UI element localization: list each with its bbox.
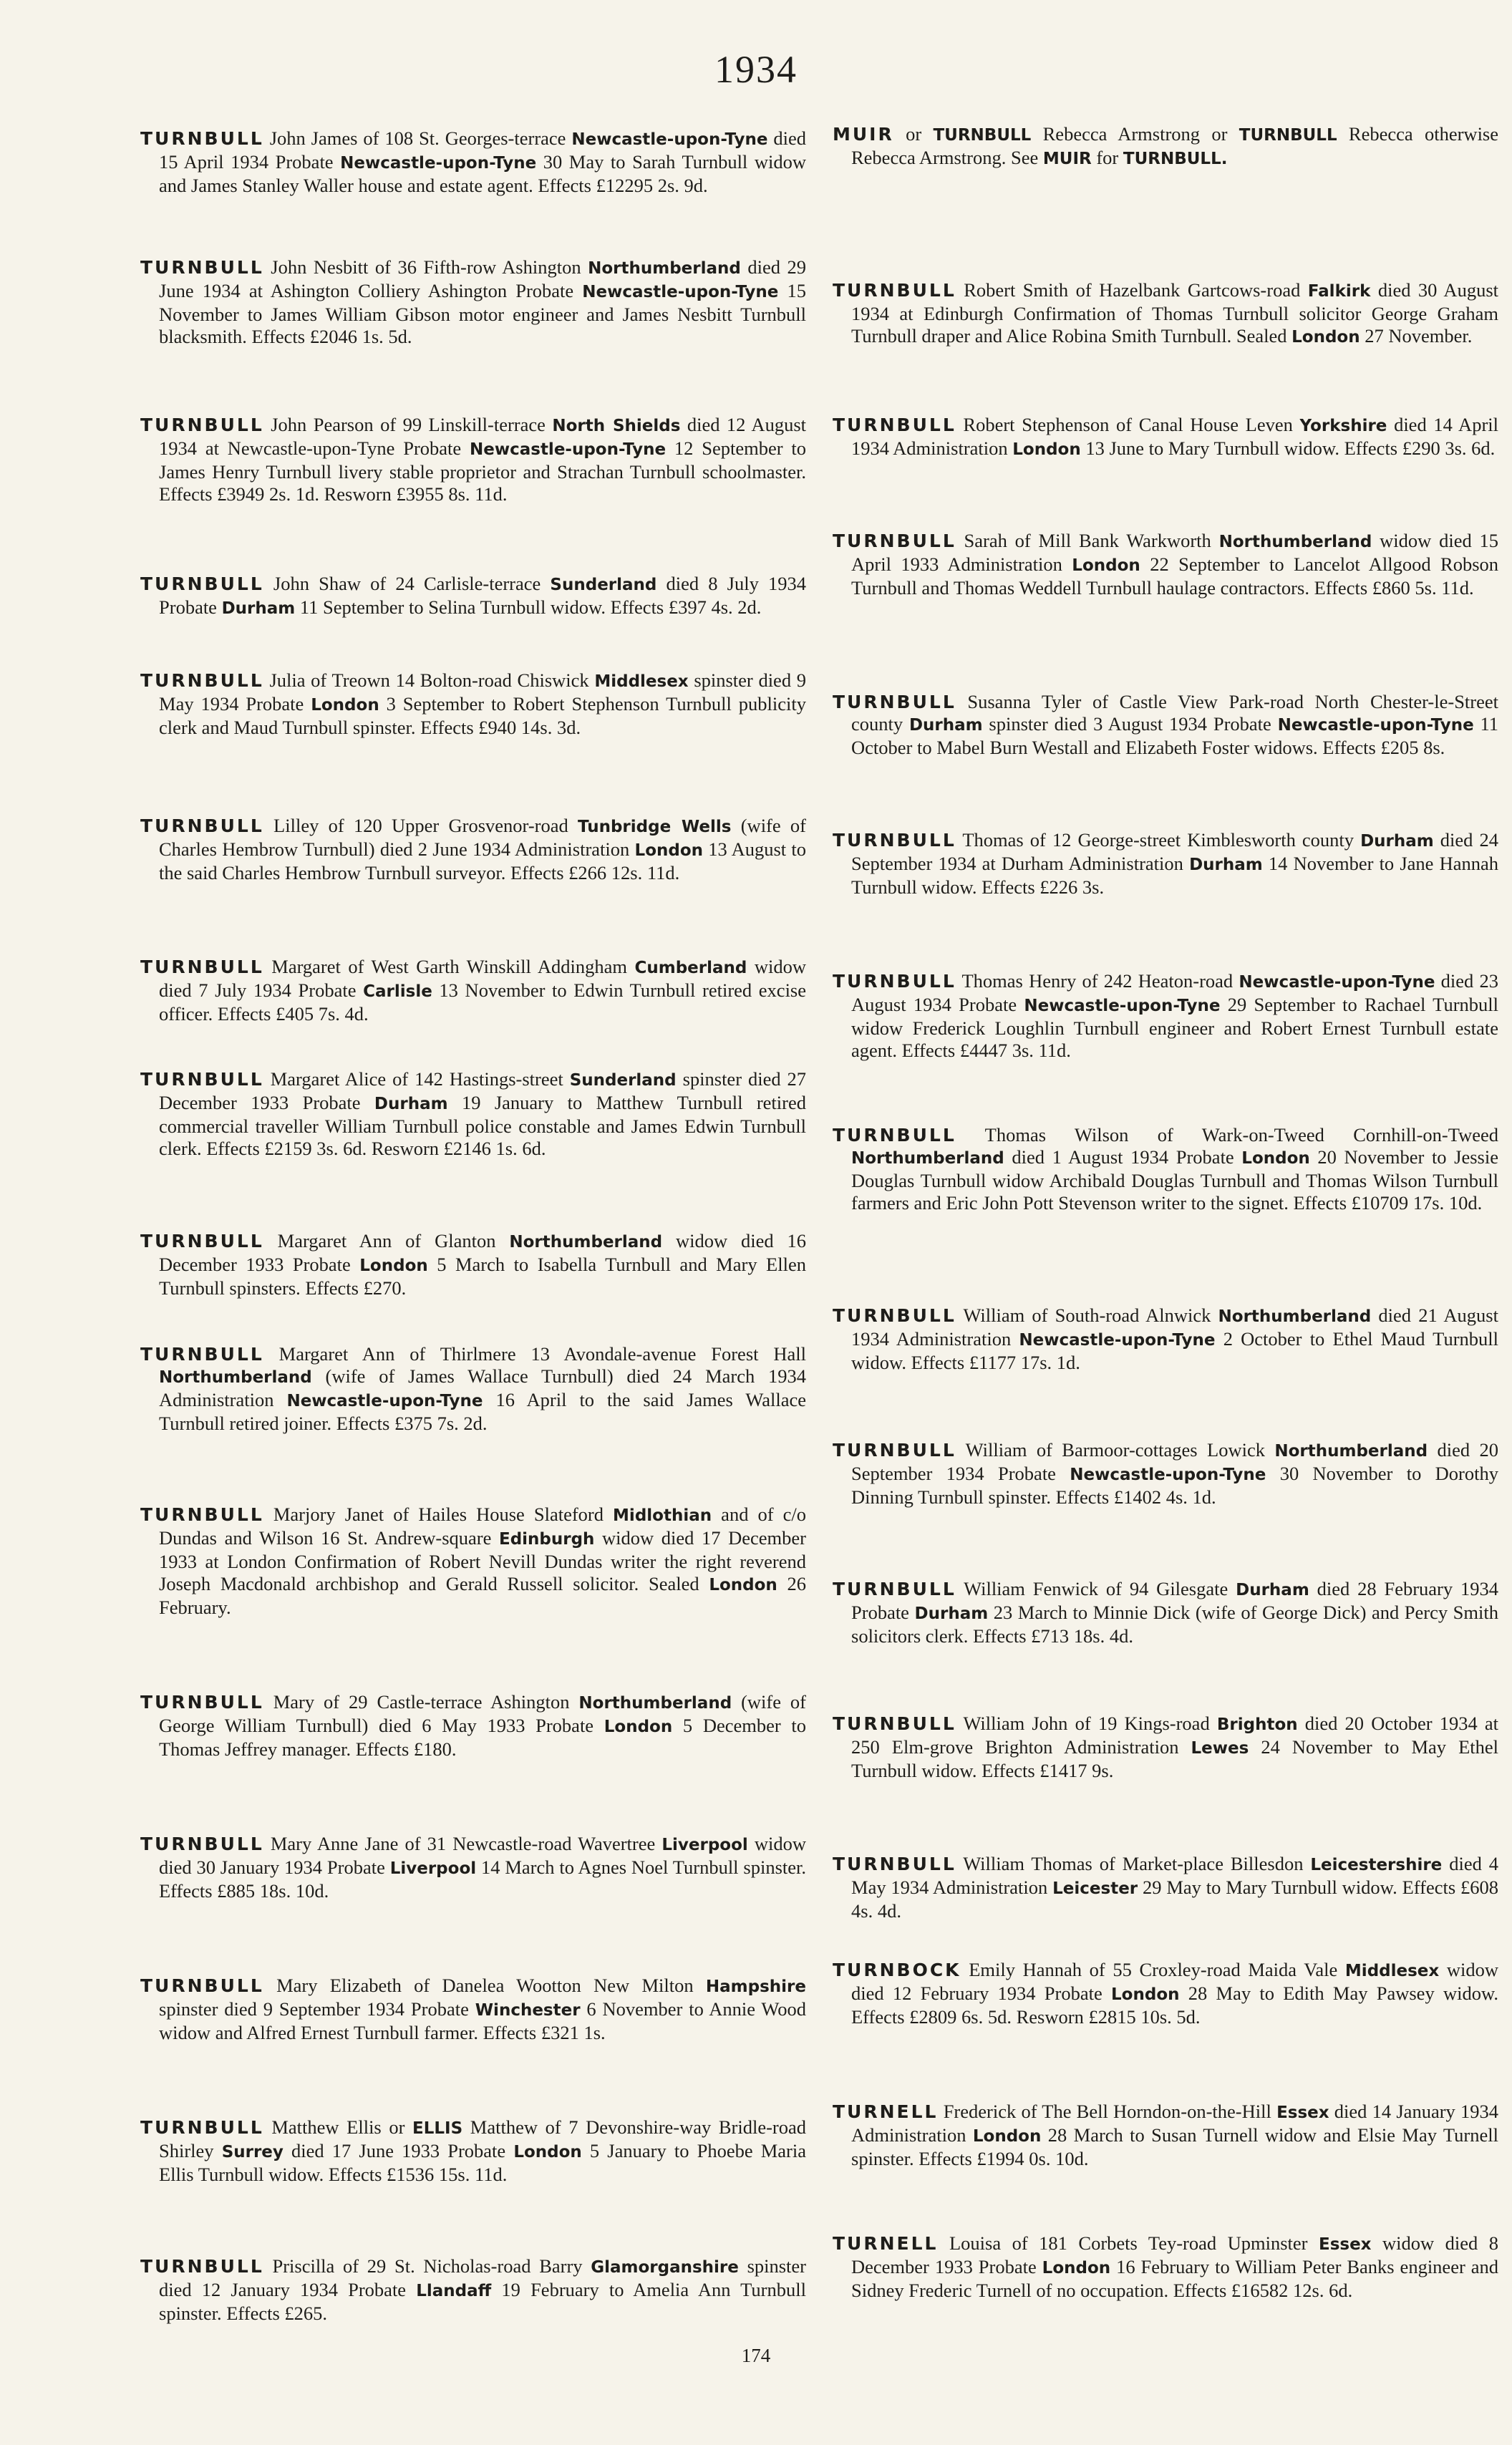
entry-place-name: Durham [374,1095,448,1113]
entry-text: died 30 August 1934 at Edinburgh Confirmation of Thomas Turnbull solicitor George Graham Turnbull draper and Alice Robina Smith Turnbull. Sealed [851,279,1498,347]
entry-text: 29 May to Mary Turnbull widow. Effects £608 4s. 4d. [851,1877,1498,1922]
register-entry [833,530,1498,599]
register-entry [833,2101,1498,2170]
register-entry [140,127,806,197]
entry-text: Mary Elizabeth of Danelea Wootton New Milton [276,1975,706,1996]
register-entry [833,279,1498,349]
entry-place-name: Northumberland [509,1233,663,1251]
entry-place-name: Brighton [1216,1715,1298,1734]
entry-place-name: Liverpool [389,1859,477,1878]
entry-text: Frederick of The Bell Horndon-on-the-Hill [943,2101,1277,2122]
entry-text: 6 November to Annie Wood widow and Alfred Ernest Turnbull farmer. Effects £321 1s. [159,1998,806,2043]
register-entry [140,815,806,884]
entry-surname: MUIR [833,124,894,145]
entry-text: widow died 7 July 1934 Probate [159,956,807,1001]
entry-place-name: London [513,2143,582,2161]
entry-surname: TURNBULL [140,957,264,977]
entry-place-name: Northumberland [578,1694,732,1713]
entry-place-name: London [709,1576,777,1594]
entry-place-name: Newcastle-upon-Tyne [340,154,537,173]
entry-place-name: Essex [1276,2103,1329,2122]
entry-place-name: Northumberland [1274,1442,1428,1461]
entry-text: 14 November to Jane Hannah Turnbull widow. Effects £226 3s. [851,853,1498,898]
register-entry [833,1124,1498,1214]
entry-place-name: Hampshire [705,1977,806,1996]
entry-place-name: Durham [914,1604,989,1623]
entry-text: 30 May to Sarah Turnbull widow and James Stanley Waller house and estate agent. Effects £12295 2s. 9d. [159,151,806,196]
entry-text: spinster died 3 August 1934 Probate [982,713,1278,735]
entry-place-name: Leicestershire [1310,1856,1443,1874]
entry-text: 28 May to Edith May Pawsey widow. Effects £2809 6s. 5d. Resworn £2815 10s. 5d. [851,1982,1498,2028]
entry-place-name: London [634,841,704,860]
register-entry [140,1975,806,2044]
entry-text: 14 March to Agnes Noel Turnbull spinster. Effects £885 18s. 10d. [159,1856,806,1902]
entry-text: and of c/o Dundas and Wilson 16 St. Andrew-square [159,1504,806,1549]
entry-text: 19 January to Matthew Turnbull retired commercial traveller William Turnbull police constable and James Edwin Turnbull clerk. Effects £2159 3s. 6d. Resworn £2146 1s. 6d. [159,1092,806,1159]
entry-place-name: Northumberland [588,259,741,278]
entry-text: died 28 February 1934 Probate [851,1578,1498,1623]
entry-text: widow died 30 January 1934 Probate [159,1833,806,1878]
entry-text: Priscilla of 29 St. Nicholas-road Barry [272,2255,591,2277]
entry-text: 11 October to Mabel Burn Westall and Elizabeth Foster widows. Effects £205 8s. [851,713,1498,758]
entry-text: died 12 August 1934 at Newcastle-upon-Tyne Probate [159,414,806,459]
entry-surname: TURNBULL [140,2256,264,2277]
entry-surname: TURNBULL [140,1069,264,1090]
entry-place-name: London [359,1257,428,1275]
entry-text: died 8 July 1934 Probate [159,573,806,618]
register-entry [140,2116,806,2186]
entry-place-name: Newcastle-upon-Tyne [1239,973,1435,992]
entry-text: died 21 August 1934 Administration [851,1304,1498,1350]
entry-text: Lilley of 120 Upper Grosvenor-road [273,815,578,836]
entry-text: Thomas Wilson of Wark-on-Tweed Cornhill-on-Tweed [984,1124,1498,1146]
page-year-heading: 1934 [714,48,798,91]
entry-text: 11 September to Selina Turnbull widow. Effects £397 4s. 2d. [295,596,762,618]
entry-surname: TURNBULL [833,531,956,551]
entry-surname: TURNBULL [833,971,956,992]
entry-place-name: Newcastle-upon-Tyne [286,1392,483,1410]
entry-place-name: London [1292,328,1360,347]
entry-text: William of South-road Alnwick [963,1304,1218,1326]
entry-text: 24 November to May Ethel Turnbull widow. Effects £1417 9s. [851,1736,1498,1781]
entry-place-name: TURNBULL [933,126,1032,145]
entry-place-name: Midlothian [613,1506,712,1525]
entry-place-name: London [604,1718,673,1736]
entry-place-name: Leicester [1052,1879,1138,1898]
entry-place-name: Newcastle-upon-Tyne [571,130,768,149]
entry-surname: TURNBULL [833,1440,956,1461]
entry-text: spinster died 12 January 1934 Probate [159,2255,807,2300]
entry-text: 20 November to Jessie Douglas Turnbull widow Archibald Douglas Turnbull and Thomas Wilson Turnbull farmers and Eric John Pott Stevenson writer to the signet. Effects £10709 17s. 10d. [851,1146,1498,1214]
entry-place-name: London [1111,1985,1180,2004]
register-entry [833,691,1498,759]
entry-place-name: MUIR [1042,150,1092,168]
entry-text: Sarah of Mill Bank Warkworth [964,530,1219,551]
entry-surname: TURNBOCK [833,1960,961,1980]
entry-surname: TURNBULL [833,1713,956,1734]
entry-text: Louisa of 181 Corbets Tey-road Upminster [949,2232,1319,2254]
entry-place-name: Carlisle [363,982,432,1001]
entry-text: John Pearson of 99 Linskill-terrace [271,414,553,435]
entry-surname: TURNBULL [833,280,956,301]
entry-text: John Shaw of 24 Carlisle-terrace [273,573,551,594]
entry-surname: TURNBULL [140,1504,264,1525]
register-entry [833,2232,1498,2302]
register-entry [140,1343,806,1435]
register-entry [833,1959,1498,2028]
entry-surname: TURNBULL [140,2117,264,2138]
entry-surname: TURNBULL [833,1854,956,1874]
page-number: 174 [741,2345,771,2366]
entry-text: died 20 October 1934 at 250 Elm-grove Brighton Administration [851,1713,1498,1758]
entry-place-name: Durham [221,599,296,618]
entry-surname: TURNBULL [140,415,264,435]
entry-place-name: Sunderland [569,1071,677,1090]
entry-text: widow died 15 April 1933 Administration [851,530,1499,575]
entry-text: (wife of James Wallace Turnbull) died 24 March 1934 Administration [159,1365,806,1410]
entry-place-name: Lewes [1191,1739,1249,1758]
entry-text: Matthew of 7 Devonshire-way Bridle-road Shirley [159,2116,806,2161]
entry-place-name: London [1012,440,1081,459]
entry-place-name: London [1072,556,1140,575]
entry-surname: TURNBULL [140,670,264,691]
entry-text: 2 October to Ethel Maud Turnbull widow. Effects £1177 17s. 1d. [851,1328,1498,1373]
entry-place-name: Glamorganshire [591,2258,739,2277]
entry-text: 16 February to William Peter Banks engineer and Sidney Frederic Turnell of no occupation. Effects £16582 12s. 6d. [851,2256,1498,2301]
entry-surname: TURNBULL [140,1975,264,1996]
entry-text: (wife of George William Turnbull) died 6 May 1933 Probate [159,1691,807,1736]
register-entry [833,123,1498,170]
entry-place-name: Llandaff [416,2282,492,2300]
entry-surname: TURNELL [833,2101,939,2122]
entry-place-name: London [1042,2259,1111,2277]
entry-place-name: Newcastle-upon-Tyne [1019,1331,1216,1350]
entry-surname: TURNBULL [833,1579,956,1599]
entry-text: 22 September to Lancelot Allgood Robson Turnbull and Thomas Weddell Turnbull haulage contractors. Effects £860 5s. 11d. [851,553,1499,599]
entry-place-name: Winchester [475,2001,581,2020]
entry-text: died 15 April 1934 Probate [159,127,806,173]
entry-surname: TURNBULL [140,1344,264,1365]
entry-text: died 14 April 1934 Administration [851,414,1498,459]
entry-text: Margaret of West Garth Winskill Addingham [271,956,635,977]
entry-place-name: Durham [1236,1581,1309,1599]
entry-surname: TURNBULL [140,128,264,149]
entry-text: spinster died 9 September 1934 Probate [159,1998,475,2020]
entry-text: 30 November to Dorothy Dinning Turnbull spinster. Effects £1402 4s. 1d. [851,1463,1498,1508]
register-entry [833,1439,1498,1509]
register-entry [140,1504,806,1619]
entry-surname: TURNBULL [140,573,264,594]
entry-text: widow died 17 December 1933 at London Confirmation of Robert Nevill Dundas writer the right reverend Joseph Macdonald archbishop and Gerald Russell solicitor. Sealed [159,1527,806,1594]
entry-place-name: Essex [1318,2235,1372,2254]
entry-surname: TURNBULL [140,257,264,278]
register-entry [833,1713,1498,1782]
entry-text: died 24 September 1934 at Durham Administration [851,829,1498,874]
entry-text: 13 November to Edwin Turnbull retired excise officer. Effects £405 7s. 4d. [159,979,807,1025]
register-entry [140,1833,806,1902]
entry-text: Thomas of 12 George-street Kimblesworth county [962,829,1361,851]
entry-text: Emily Hannah of 55 Croxley-road Maida Vale [969,1959,1345,1980]
entry-place-name: Surrey [221,2143,284,2161]
entry-surname: TURNBULL [140,1834,264,1854]
entry-text: 5 December to Thomas Jeffrey manager. Effects £180. [159,1715,806,1760]
entry-place-name: Northumberland [1218,1307,1372,1326]
entry-text: died 14 January 1934 Administration [851,2101,1498,2146]
entry-text: Marjory Janet of Hailes House Slateford [273,1504,614,1525]
entry-text: Mary of 29 Castle-terrace Ashington [273,1691,579,1713]
entry-place-name: ELLIS [412,2119,463,2138]
entry-place-name: Tunbridge Wells [578,818,732,836]
entry-text: spinster died 9 May 1934 Probate [159,669,806,715]
entry-place-name: London [1241,1149,1310,1168]
entry-text: Julia of Treown 14 Bolton-road Chiswick [269,669,595,691]
entry-surname: TURNBULL [833,1125,956,1146]
entry-place-name: Cumberland [634,959,747,977]
register-entry [833,414,1498,461]
entry-place-name: London [311,696,379,715]
entry-text: 29 September to Rachael Turnbull widow Frederick Loughlin Turnbull engineer and Robert Ernest Turnbull estate agent. Effects £4447 3s. 11d. [851,994,1498,1061]
entry-text: 26 February. [159,1573,807,1618]
entry-place-name: Northumberland [159,1368,312,1387]
entry-place-name: TURNBULL [1239,126,1337,145]
entry-surname: TURNBULL [833,830,956,851]
register-entry [140,414,806,505]
entry-place-name: Liverpool [662,1836,748,1854]
entry-surname: TURNBULL [833,1305,956,1326]
entry-text: Robert Stephenson of Canal House Leven [963,414,1300,435]
entry-text: 12 September to James Henry Turnbull livery stable proprietor and Strachan Turnbull schoolmaster. Effects £3949 2s. 1d. Resworn £3955 8s. 11d. [159,437,806,505]
entry-place-name: Falkirk [1307,282,1371,301]
entry-text: 5 January to Phoebe Maria Ellis Turnbull widow. Effects £1536 15s. 11d. [159,2140,806,2185]
entry-text: 28 March to Susan Turnell widow and Elsie May Turnell spinster. Effects £1994 0s. 10d. [851,2124,1498,2169]
register-entry [140,1691,806,1761]
entry-place-name: Newcastle-upon-Tyne [470,440,667,459]
register-entry [833,1853,1498,1922]
entry-text: died 17 June 1933 Probate [283,2140,514,2161]
register-entry [140,2255,806,2325]
entry-text: Susanna Tyler of Castle View Park-road North Chester-le-Street county [851,691,1499,735]
entry-text: died 20 September 1934 Probate [851,1439,1498,1484]
entry-place-name: Durham [1189,856,1263,874]
entry-text: (wife of Charles Hembrow Turnbull) died 2 June 1934 Administration [159,815,807,860]
entry-surname: TURNELL [833,2233,939,2254]
entry-place-name: Northumberland [1218,533,1372,551]
entry-text: John James of 108 St. Georges-terrace [269,127,572,149]
register-entry [833,970,1498,1062]
entry-text: 27 November. [1360,325,1473,347]
entry-place-name: Newcastle-upon-Tyne [1070,1466,1266,1484]
entry-text: died 4 May 1934 Administration [851,1853,1498,1898]
entry-text: 5 March to Isabella Turnbull and Mary Ellen Turnbull spinsters. Effects £270. [159,1254,806,1299]
entry-text: 3 September to Robert Stephenson Turnbull publicity clerk and Maud Turnbull spinster. Effects £940 14s. 3d. [159,693,806,738]
entry-text: 16 April to the said James Wallace Turnbull retired joiner. Effects £375 7s. 2d. [159,1389,806,1434]
register-entry [833,1304,1498,1374]
register-entry [833,1578,1498,1647]
entry-place-name: North Shields [552,417,681,435]
entry-text: John Nesbitt of 36 Fifth-row Ashington [271,256,588,278]
register-entry [140,669,806,739]
register-entry [140,256,806,348]
entry-text: William of Barmoor-cottages Lowick [965,1439,1275,1461]
entry-place-name: TURNBULL. [1123,150,1228,168]
entry-text: Thomas Henry of 242 Heaton-road [961,970,1239,992]
register-entry [140,1230,806,1299]
entry-text: Mary Anne Jane of 31 Newcastle-road Wavertree [270,1833,662,1854]
entry-place-name: Yorkshire [1299,417,1387,435]
entry-text: Robert Smith of Hazelbank Gartcows-road [964,279,1308,301]
entry-text: William John of 19 Kings-road [963,1713,1217,1734]
entry-text: 15 November to James William Gibson motor engineer and James Nesbitt Turnbull blacksmith. Effects £2046 1s. 5d. [159,280,806,347]
register-entry [140,573,806,620]
entry-text: for [1091,147,1123,168]
entry-text: widow died 12 February 1934 Probate [851,1959,1498,2004]
entry-text: or [906,123,934,145]
entry-text: 23 March to Minnie Dick (wife of George Dick) and Percy Smith solicitors clerk. Effects £713 18s. 4d. [851,1602,1498,1647]
register-entry [833,829,1498,899]
entry-text: died 23 August 1934 Probate [851,970,1499,1015]
entry-place-name: Durham [908,716,983,735]
entry-text: Margaret Ann of Thirlmere 13 Avondale-avenue Forest Hall [278,1343,807,1365]
entry-text: spinster died 27 December 1933 Probate [159,1068,807,1113]
entry-place-name: Newcastle-upon-Tyne [1024,997,1221,1015]
entry-place-name: Sunderland [550,576,657,594]
entry-text: Margaret Alice of 142 Hastings-street [270,1068,570,1090]
entry-place-name: Northumberland [851,1149,1004,1168]
entry-text: Margaret Ann of Glanton [277,1230,510,1251]
entry-text: William Fenwick of 94 Gilesgate [964,1578,1236,1599]
entry-text: 13 August to the said Charles Hembrow Turnbull surveyor. Effects £266 12s. 11d. [159,838,806,883]
entry-place-name: Middlesex [594,672,689,691]
entry-text: 19 February to Amelia Ann Turnbull spinster. Effects £265. [159,2279,806,2324]
entry-text: widow died 8 December 1933 Probate [851,2232,1499,2277]
entry-text: William Thomas of Market-place Billesdon [963,1853,1311,1874]
entry-place-name: Durham [1360,832,1434,851]
entry-place-name: Edinburgh [498,1530,595,1549]
entry-text: widow died 16 December 1933 Probate [159,1230,807,1275]
entry-place-name: Newcastle-upon-Tyne [1277,716,1474,735]
entry-surname: TURNBULL [140,1692,264,1713]
entry-text: Matthew Ellis or [271,2116,413,2138]
entry-place-name: Newcastle-upon-Tyne [582,283,779,301]
entry-text: 13 June to Mary Turnbull widow. Effects £290 3s. 6d. [1080,437,1496,459]
register-entry [140,1068,806,1160]
entry-text: Rebecca otherwise Rebecca Armstrong. See [851,123,1499,168]
entry-text: Rebecca Armstrong or [1031,123,1239,145]
entry-surname: TURNBULL [833,692,956,712]
register-entry [140,956,806,1025]
entry-surname: TURNBULL [140,1231,264,1251]
entry-surname: TURNBULL [140,815,264,836]
entry-text: died 1 August 1934 Probate [1004,1146,1242,1168]
entry-text: died 29 June 1934 at Ashington Colliery Ashington Probate [159,256,806,301]
entry-place-name: Middlesex [1344,1962,1440,1980]
entry-surname: TURNBULL [833,415,956,435]
entry-place-name: London [972,2127,1042,2146]
